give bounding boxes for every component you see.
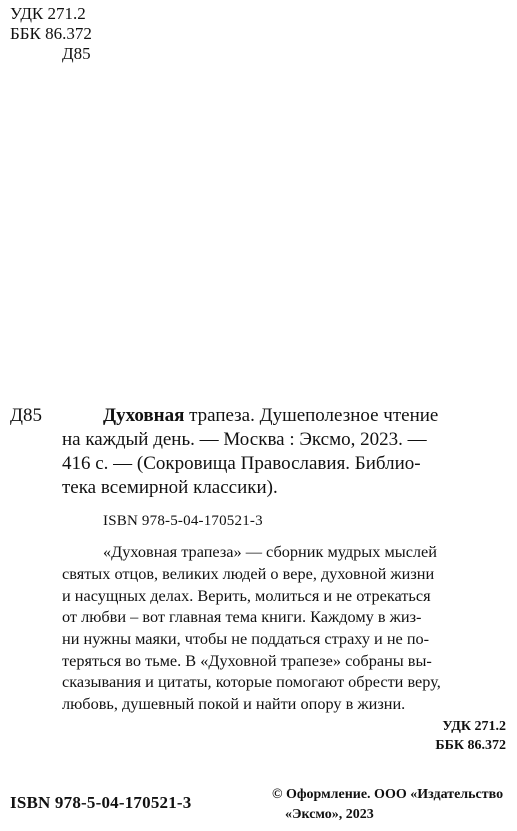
annotation-line-6: теряться во тьме. В «Духовной трапезе» собраны вы- xyxy=(62,651,432,670)
udk-code-bottom: УДК 271.2 xyxy=(442,719,506,734)
footer-isbn: ISBN 978-5-04-170521-3 xyxy=(10,793,192,812)
record-author-mark: Д85 xyxy=(10,405,42,426)
annotation-line-3: и насущных делах. Верить, молиться и не отрекаться xyxy=(62,586,431,605)
annotation-line-5: ни нужны маяки, чтобы не поддаться страху и не по- xyxy=(62,629,430,648)
author-mark-top: Д85 xyxy=(62,44,91,63)
bbk-code-bottom: ББК 86.372 xyxy=(435,738,506,753)
record-line-3: 416 с. — (Сокровища Православия. Библио- xyxy=(62,453,421,474)
annotation-line-7: сказывания и цитаты, которые помогают обрести веру, xyxy=(62,672,441,691)
record-line-1-text: трапеза. Душеполезное чтение xyxy=(184,405,439,426)
bbk-code-top: ББК 86.372 xyxy=(10,24,92,43)
record-line-1 xyxy=(103,404,438,428)
copyright-line-1: © Оформление. ООО «Издательство xyxy=(272,787,504,802)
annotation-line-2: святых отцов, великих людей о вере, духовной жизни xyxy=(62,564,435,583)
copyright-line-2: «Эксмо», 2023 xyxy=(285,807,374,822)
annotation-line-8: любовь, душевный покой и найти опору в жизни. xyxy=(62,694,406,713)
record-line-2: на каждый день. — Москва : Эксмо, 2023. — xyxy=(62,429,427,450)
record-isbn: ISBN 978-5-04-170521-3 xyxy=(103,513,263,529)
udk-code-top: УДК 271.2 xyxy=(10,4,86,23)
annotation-line-4: от любви – вот главная тема книги. Каждому в жиз- xyxy=(62,607,422,626)
record-title-bold: Духовная xyxy=(103,405,185,426)
record-line-4: тека всемирной классики). xyxy=(62,477,278,498)
annotation-line-1: «Духовная трапеза» — сборник мудрых мыслей xyxy=(103,542,437,561)
